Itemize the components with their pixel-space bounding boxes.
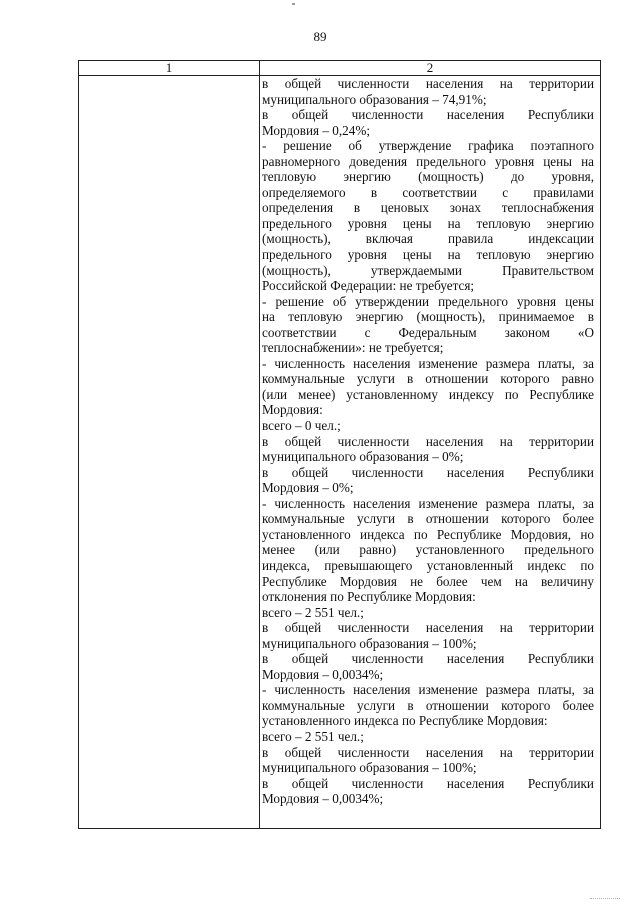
text-line: - решение об утверждении предельного уровня цены: [262, 293, 594, 309]
text-line: Мордовия – 0,0034%;: [262, 666, 384, 682]
document-table: [78, 60, 601, 829]
text-line: коммунальные услуги в отношении которого более: [262, 511, 594, 527]
text-line: (или менее) установленному индексу по Республике: [262, 386, 594, 402]
text-line: тепловую энергию (мощность) до уровня,: [262, 169, 594, 185]
text-line: определения в ценовых зонах теплоснабжения: [262, 200, 594, 216]
text-line: всего – 2 551 чел.;: [262, 728, 364, 744]
text-line: - численность населения изменение размера платы, за: [262, 682, 594, 698]
text-line: предельного уровня цены на тепловую энергию: [262, 247, 594, 263]
text-line: соответствии с Федеральным законом «О: [262, 324, 594, 340]
text-line: Мордовия – 0,24%;: [262, 122, 370, 138]
text-line: предельного уровня цены на тепловую энергию: [262, 215, 594, 231]
text-line: - решение об утверждение графика поэтапного: [262, 138, 594, 154]
text-line: теплоснабжении»: не требуется;: [262, 340, 444, 356]
text-line: Республике Мордовия не более чем на величину: [262, 573, 594, 589]
table-header-row: [79, 61, 600, 76]
scan-speck: [292, 3, 295, 5]
text-line: в общей численности населения на территории: [262, 76, 594, 91]
margin-mark: [590, 898, 620, 900]
text-line: Мордовия – 0%;: [262, 480, 354, 496]
text-line: в общей численности населения на территории: [262, 744, 594, 760]
text-line: отклонения по Республике Мордовия:: [262, 589, 476, 605]
text-line: - численность населения изменение размера платы, за: [262, 355, 594, 371]
text-line: Российской Федерации: не требуется;: [262, 278, 475, 294]
text-line: равномерного доведения предельного уровня цены на: [262, 153, 594, 169]
text-line: установленного индекса по Республике Мордовия:: [262, 713, 548, 729]
text-line: муниципального образования – 100%;: [262, 760, 477, 776]
text-line: муниципального образования – 0%;: [262, 449, 464, 465]
text-line: (мощность), утверждаемыми Правительством: [262, 262, 594, 278]
text-line: в общей численности населения на территории: [262, 620, 594, 636]
text-line: (мощность), включая правила индексации: [262, 231, 594, 247]
text-line: в общей численности населения Республики: [262, 464, 594, 480]
text-line: всего – 2 551 чел.;: [262, 604, 364, 620]
text-line: коммунальные услуги в отношении которого равно: [262, 371, 594, 387]
text-line: определяемого в соответствии с правилами: [262, 184, 594, 200]
text-line: в общей численности населения на территории: [262, 433, 594, 449]
text-line: коммунальные услуги в отношении которого более: [262, 697, 594, 713]
text-line: Мордовия – 0,0034%;: [262, 791, 384, 807]
column-header-2: 2: [426, 60, 434, 75]
text-line: установленного индекса по Республике Мордовия, но: [262, 526, 594, 542]
text-line: в общей численности населения Республики: [262, 107, 594, 123]
table-cell-text: [262, 76, 594, 807]
text-line: индекса, превышающего установленный индекс по: [262, 557, 594, 573]
text-line: - численность населения изменение размера платы, за: [262, 495, 594, 511]
text-line: муниципального образования – 100%;: [262, 635, 477, 651]
text-line: всего – 0 чел.;: [262, 418, 341, 434]
text-line: Мордовия:: [262, 402, 323, 418]
column-header-1: 1: [165, 60, 173, 75]
text-line: менее (или равно) установленного предельного: [262, 542, 594, 558]
column-divider: [259, 61, 260, 828]
text-line: в общей численности населения Республики: [262, 775, 594, 791]
text-line: на тепловую энергию (мощность), принимаемое в: [262, 309, 594, 325]
text-line: муниципального образования – 74,91%;: [262, 91, 487, 107]
page-number: 89: [313, 29, 327, 44]
text-line: в общей численности населения Республики: [262, 651, 594, 667]
